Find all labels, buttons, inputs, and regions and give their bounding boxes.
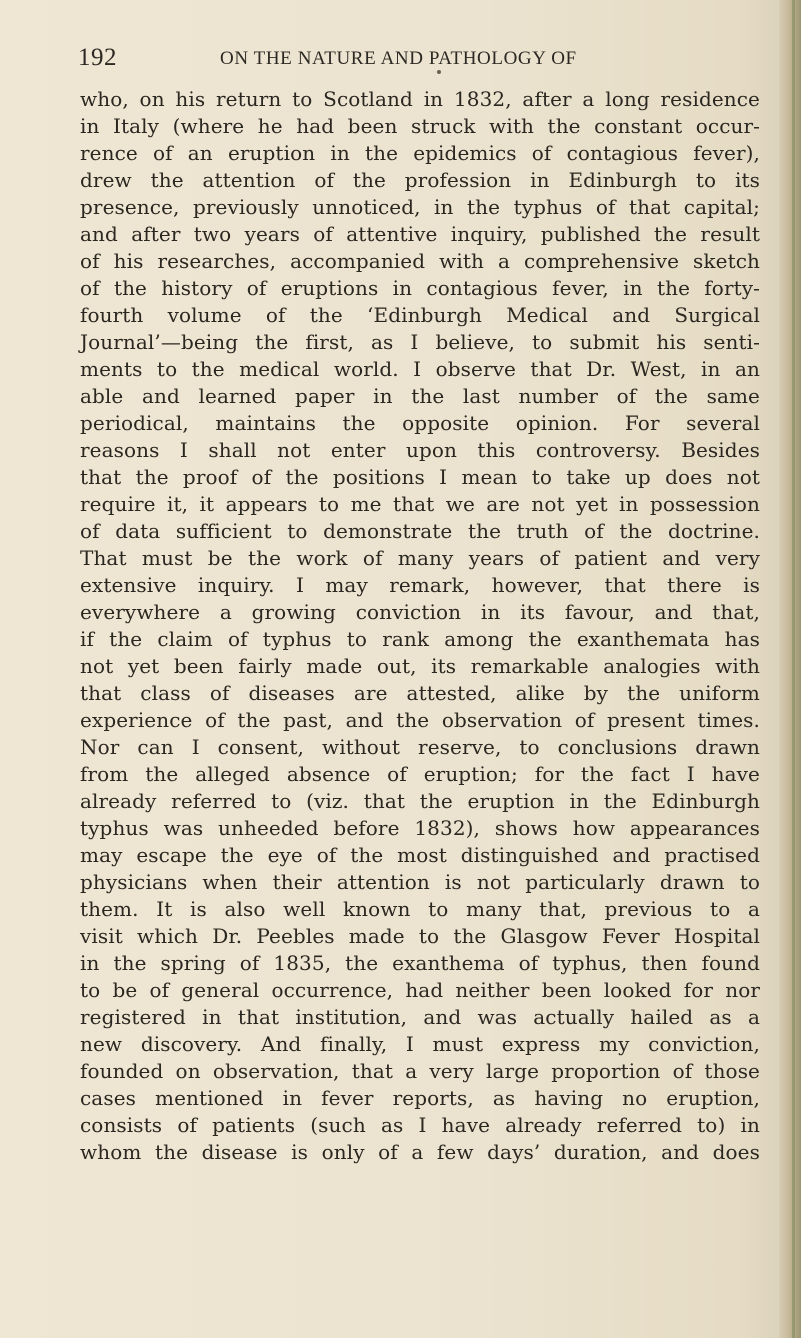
text-line: periodical, maintains the opposite opinion. For several bbox=[80, 411, 760, 435]
text-line: able and learned paper in the last number of the same bbox=[80, 384, 760, 408]
text-line: may escape the eye of the most distinguished and practised bbox=[80, 843, 760, 867]
running-title: ON THE NATURE AND PATHOLOGY OF bbox=[220, 48, 577, 69]
text-line: in the spring of 1835, the exanthema of typhus, then found bbox=[80, 951, 760, 975]
text-line: reasons I shall not enter upon this controversy. Besides bbox=[80, 438, 760, 462]
text-line: not yet been fairly made out, its remarkable analogies with bbox=[80, 654, 760, 678]
text-line: rence of an eruption in the epidemics of contagious fever), bbox=[80, 141, 760, 165]
text-line: registered in that institution, and was actually hailed as a bbox=[80, 1005, 760, 1029]
text-line: them. It is also well known to many that, previous to a bbox=[80, 897, 760, 921]
text-line: of data sufficient to demonstrate the truth of the doctrine. bbox=[80, 519, 760, 543]
text-line: Nor can I consent, without reserve, to conclusions drawn bbox=[80, 735, 760, 759]
text-line: who, on his return to Scotland in 1832, after a long residence bbox=[80, 87, 760, 111]
text-line: ments to the medical world. I observe that Dr. West, in an bbox=[80, 357, 760, 381]
text-line: cases mentioned in fever reports, as having no eruption, bbox=[80, 1086, 760, 1110]
text-line: of his researches, accompanied with a comprehensive sketch bbox=[80, 249, 760, 273]
text-line: and after two years of attentive inquiry, published the result bbox=[80, 222, 760, 246]
page-binding-shadow bbox=[792, 0, 795, 1338]
text-line: to be of general occurrence, had neither been looked for nor bbox=[80, 978, 760, 1002]
text-line: experience of the past, and the observation of present times. bbox=[80, 708, 760, 732]
text-line: new discovery. And finally, I must express my conviction, bbox=[80, 1032, 760, 1056]
text-line: from the alleged absence of eruption; for the fact I have bbox=[80, 762, 760, 786]
page-binding-edge bbox=[779, 0, 801, 1338]
text-line: presence, previously unnoticed, in the typhus of that capital; bbox=[80, 195, 760, 219]
text-line: extensive inquiry. I may remark, however, that there is bbox=[80, 573, 760, 597]
text-line: drew the attention of the profession in Edinburgh to its bbox=[80, 168, 760, 192]
text-line: everywhere a growing conviction in its favour, and that, bbox=[80, 600, 760, 624]
ink-speck bbox=[437, 70, 441, 74]
text-line: whom the disease is only of a few days’ duration, and does bbox=[80, 1140, 760, 1164]
text-line: that the proof of the positions I mean to take up does not bbox=[80, 465, 760, 489]
text-line: visit which Dr. Peebles made to the Glasgow Fever Hospital bbox=[80, 924, 760, 948]
text-line: already referred to (viz. that the eruption in the Edinburgh bbox=[80, 789, 760, 813]
text-line: fourth volume of the ‘Edinburgh Medical and Surgical bbox=[80, 303, 760, 327]
text-line: consists of patients (such as I have already referred to) in bbox=[80, 1113, 760, 1137]
text-line: founded on observation, that a very large proportion of those bbox=[80, 1059, 760, 1083]
text-line: typhus was unheeded before 1832), shows how appearances bbox=[80, 816, 760, 840]
text-line: physicians when their attention is not particularly drawn to bbox=[80, 870, 760, 894]
page-header bbox=[78, 44, 758, 74]
text-line: of the history of eruptions in contagious fever, in the forty- bbox=[80, 276, 760, 300]
text-line: Journal’—being the first, as I believe, to submit his senti- bbox=[80, 330, 760, 354]
text-line: in Italy (where he had been struck with the constant occur- bbox=[80, 114, 760, 138]
text-line: require it, it appears to me that we are not yet in possession bbox=[80, 492, 760, 516]
page-number: 192 bbox=[78, 44, 117, 71]
text-line: that class of diseases are attested, alike by the uniform bbox=[80, 681, 760, 705]
body-text bbox=[80, 86, 760, 1166]
text-line: That must be the work of many years of patient and very bbox=[80, 546, 760, 570]
text-line: if the claim of typhus to rank among the exanthemata has bbox=[80, 627, 760, 651]
